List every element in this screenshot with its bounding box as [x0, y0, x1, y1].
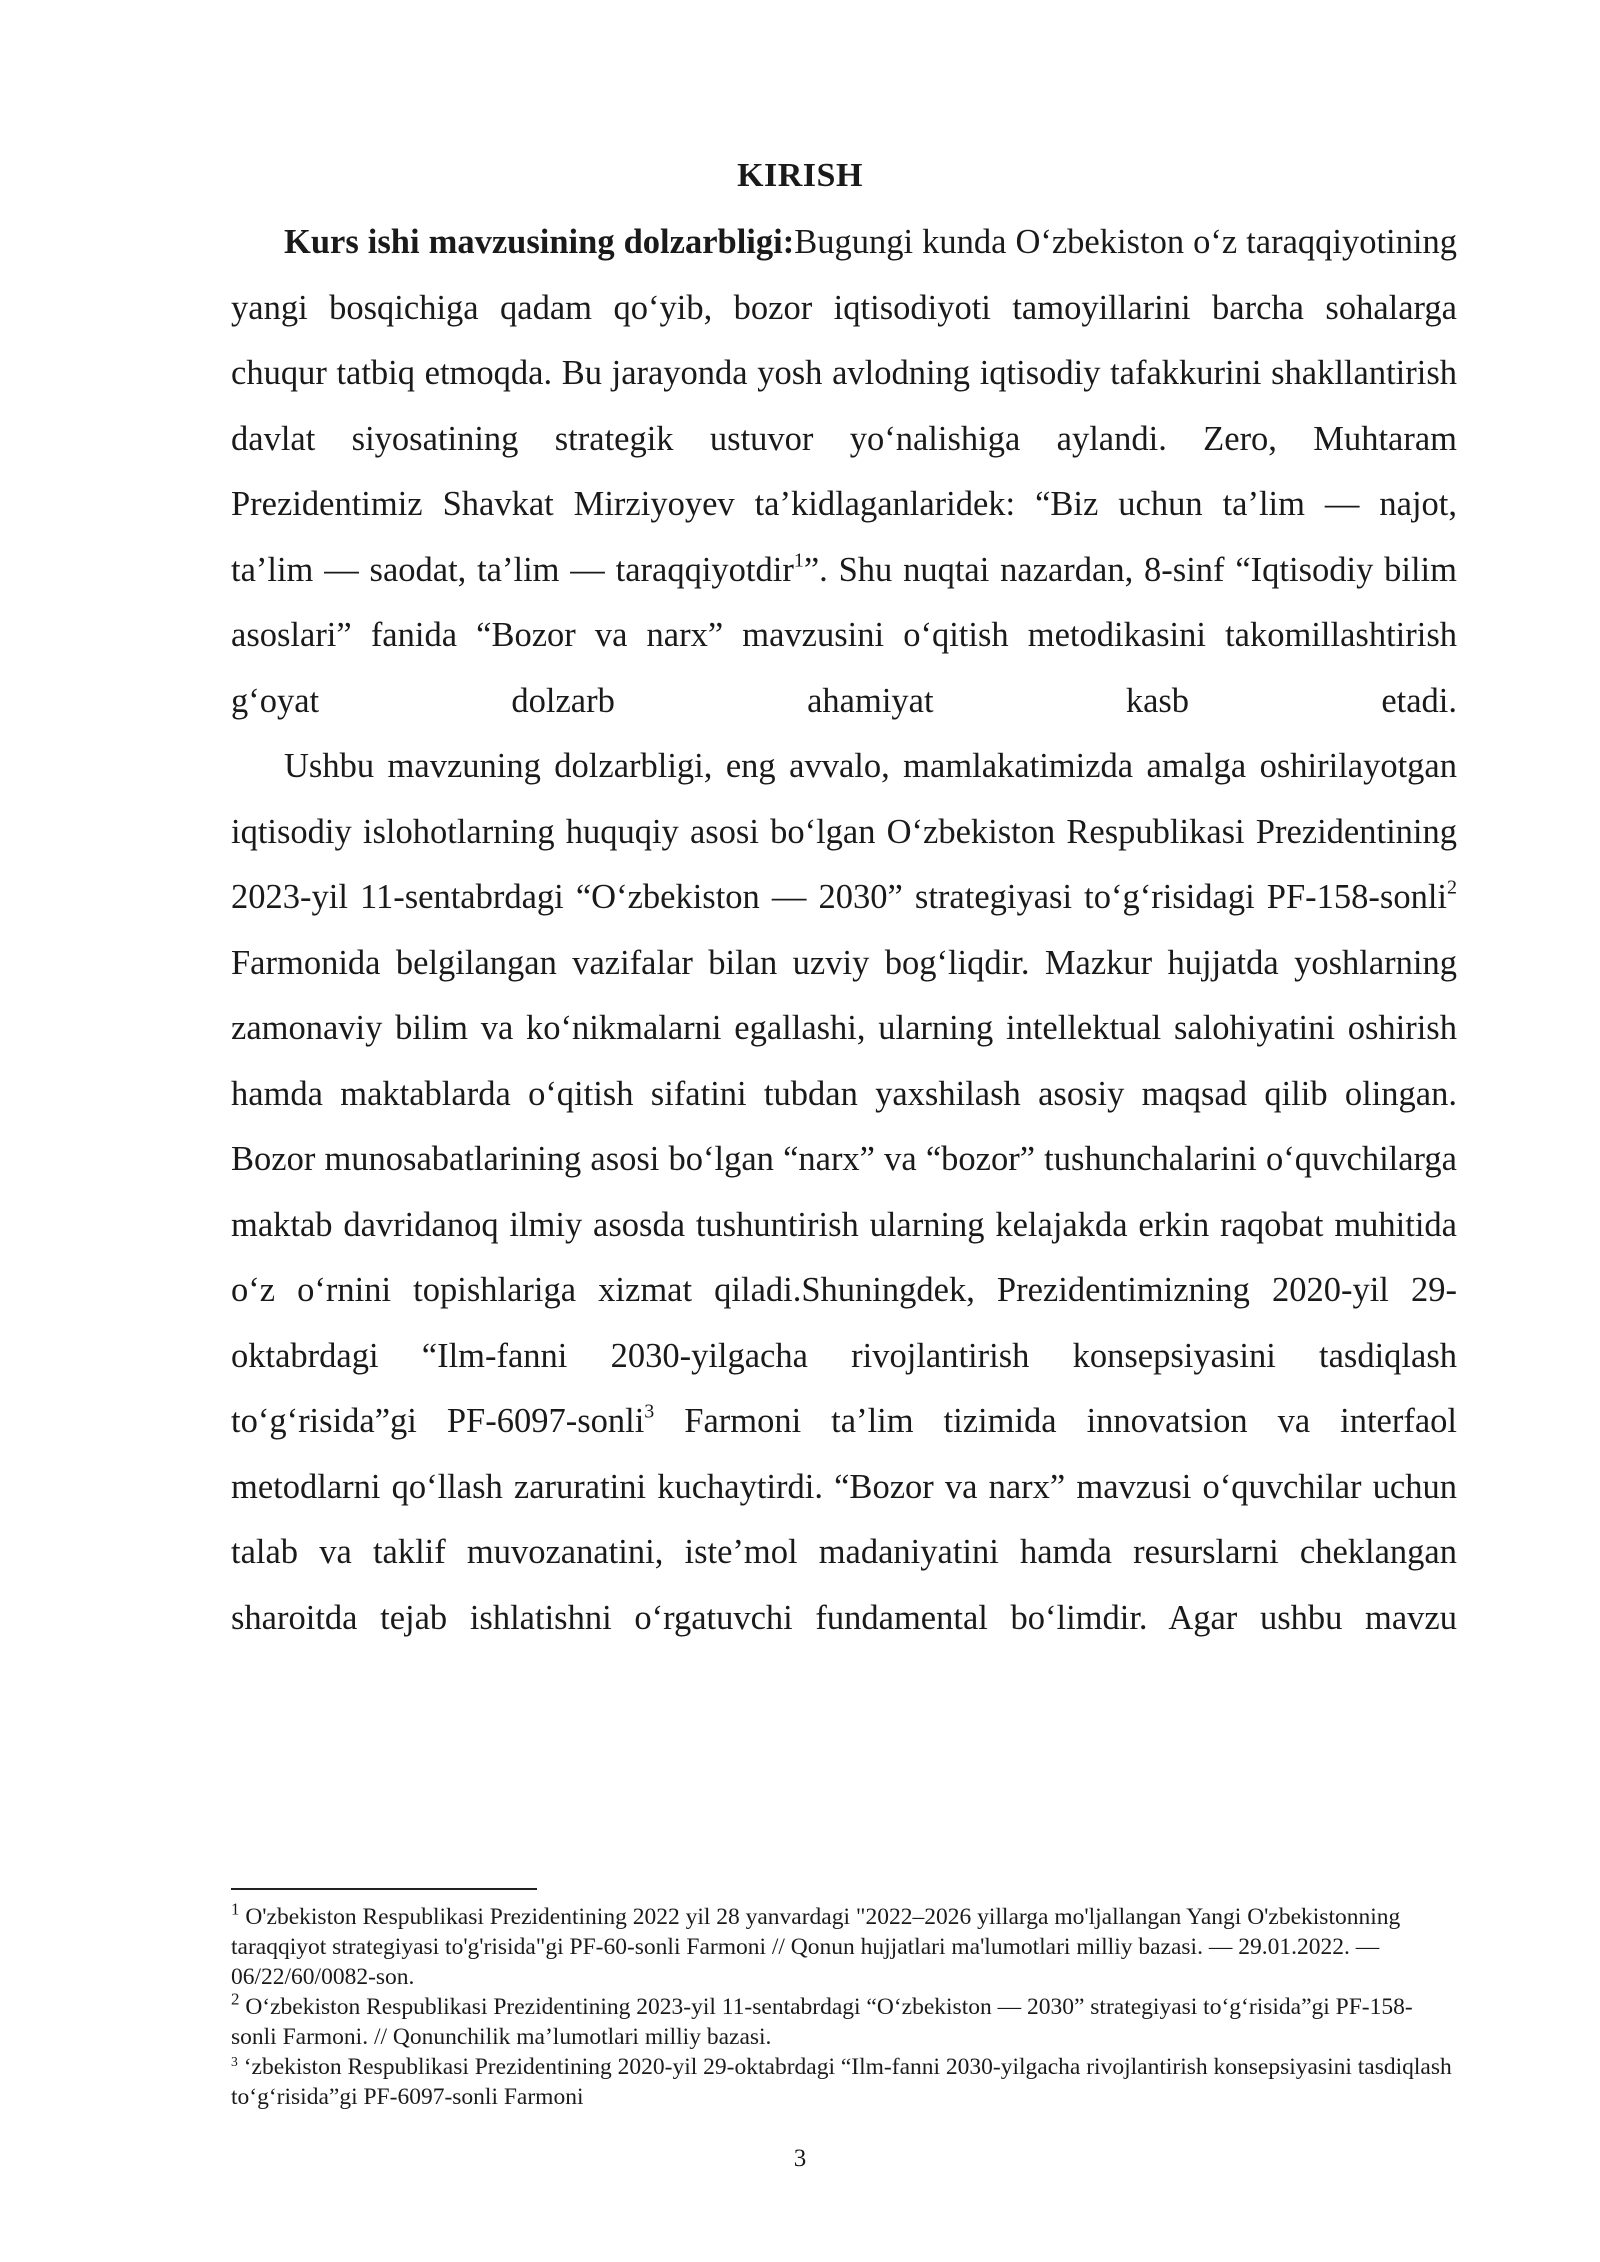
footnote-text: ‘zbekiston Respublikasi Prezidentining 2020-yil 29-oktabrdagi “Ilm-fanni 2030-yilgacha rivojlantirish konsepsiyasini tasdiqlash to‘g‘risida”gi PF-6097-sonli Farmoni — [231, 2054, 1452, 2110]
paragraph-text: Bugungi kunda O‘zbekiston o‘z taraqqiyotining yangi bosqichiga qadam qo‘yib, bozor iqtisodiyoti tamoyillarini barcha sohalarga chuqur tatbiq etmoqda. Bu jarayonda yosh avlodning iqtisodiy tafakkurini shakllantirish davlat siyosatining strategik ustuvor yo‘nalishiga aylandi. Zero, Muhtaram Prezidentimiz Shavkat Mirziyoyev ta’kidlaganlaridek: “Biz uchun ta’lim — najot, ta’lim — saodat, ta’lim — taraqqiyotdir — [231, 223, 1457, 589]
footnote-item — [231, 1989, 1457, 2052]
footnote-number: 2 — [231, 1989, 240, 2009]
footnote-reference[interactable]: 3 — [644, 1400, 655, 1423]
paragraph-lead-heading: Kurs ishi mavzusining dolzarbligi: — [284, 223, 795, 261]
paragraph-text: Farmonida belgilangan vazifalar bilan uzviy bog‘liqdir. Mazkur hujjatda yoshlarning zamonaviy bilim va ko‘nikmalarni egallashi, ularning intellektual salohiyatini oshirish hamda maktablarda o‘qitish sifatini tubdan yaxshilash asosiy maqsad qilib olingan. Bozor munosabatlarining asosi bo‘lgan “narx” va “bozor” tushunchalarini o‘quvchilarga maktab davridanoq ilmiy asosda tushuntirish ularning kelajakda erkin raqobat muhitida o‘z o‘rnini topishlariga xizmat qiladi.Shuningdek, Prezidentimizning 2020-yil 29-oktabrdagi “Ilm-fanni 2030-yilgacha rivojlantirish konsepsiyasini tasdiqlash to‘g‘risida”gi PF-6097-sonli — [231, 943, 1457, 1440]
paragraph-legal-basis — [231, 734, 1457, 1651]
footnote-number: 3 — [231, 2053, 238, 2069]
footnote-reference[interactable]: 1 — [793, 549, 804, 572]
footnote-item — [231, 2052, 1457, 2112]
footnote-number: 1 — [231, 1899, 240, 1919]
paragraph-text: ”. Shu nuqtai nazardan, 8-sinf “Iqtisodiy bilim asoslari” fanida “Bozor va narx” mavzusini o‘qitish metodikasini takomillashtirish g‘oyat dolzarb ahamiyat kasb etadi. — [231, 550, 1457, 720]
footnote-text: O'zbekiston Respublikasi Prezidentining 2022 yil 28 yanvardagi "2022–2026 yillarga mo'ljallangan Yangi O'zbekistonning taraqqiyot strategiyasi to'g'risida"gi PF-60-sonli Farmoni // Qonun hujjatlari ma'lumotlari milliy bazasi. — 29.01.2022. — 06/22/60/0082-son. — [231, 1904, 1401, 1990]
paragraph-relevance — [231, 210, 1457, 734]
page-title: KIRISH — [737, 157, 863, 194]
footnote-text: O‘zbekiston Respublikasi Prezidentining 2023-yil 11-sentabrdagi “O‘zbekiston — 2030” strategiyasi to‘g‘risida”gi PF-158-sonli Farmoni. // Qonunchilik ma’lumotlari milliy bazasi. — [231, 1994, 1413, 2050]
footnote-reference[interactable]: 2 — [1447, 876, 1457, 899]
footnotes — [231, 1899, 1457, 2112]
paragraph-text: Ushbu mavzuning dolzarbligi, eng avvalo, mamlakatimizda amalga oshirilayotgan iqtisodiy islohotlarning huquqiy asosi bo‘lgan O‘zbekiston Respublikasi Prezidentining 2023-yil 11-sentabrdagi “O‘zbekiston — 2030” strategiyasi to‘g‘risidagi PF-158-sonli — [231, 747, 1457, 916]
body-text — [231, 210, 1457, 1651]
paragraph-text: Farmoni ta’lim tizimida innovatsion va interfaol metodlarni qo‘llash zaruratini kuchaytirdi. “Bozor va narx” mavzusi o‘quvchilar uchun talab va taklif muvozanatini, iste’mol madaniyatini hamda resurslarni cheklangan sharoitda tejab ishlatishni o‘rgatuvchi fundamental bo‘limdir. Agar ushbu mavzu — [231, 1402, 1457, 1637]
page-number: 3 — [793, 2145, 807, 2172]
footnote-separator — [231, 1888, 537, 1890]
footnote-item — [231, 1899, 1457, 1992]
